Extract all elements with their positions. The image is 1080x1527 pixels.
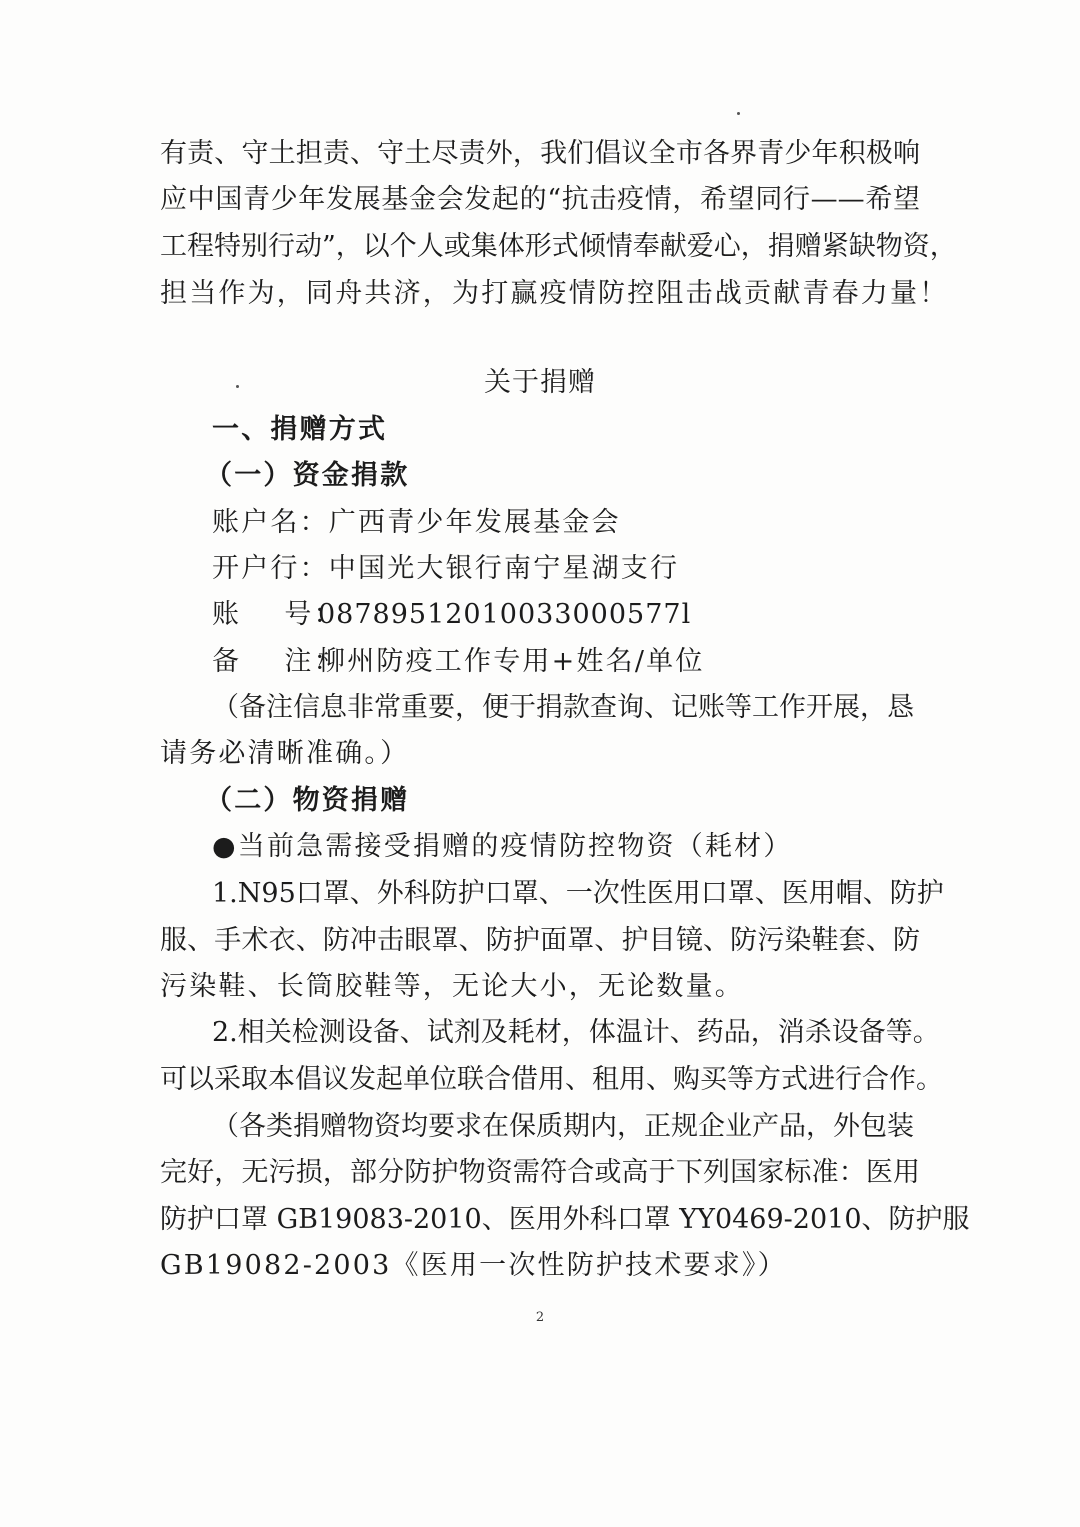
para1-line-3: 工程特别行动”，以个人或集体形式倾情奉献爱心，捐赠紧缺物资，	[160, 231, 957, 262]
material-note-line-4: GB19082-2003《医用一次性防护技术要求》）	[160, 1250, 787, 1281]
method-heading: 一、捐赠方式	[212, 414, 388, 445]
scan-speck	[236, 385, 239, 388]
account-number: 08789512010033000577l	[318, 599, 692, 630]
remark-text: 柳州防疫工作专用+姓名/单位	[318, 646, 705, 677]
urgent-items-heading: ●当前急需接受捐赠的疫情防控物资（耗材）	[212, 831, 793, 862]
bank-name: 开户行：中国光大银行南宁星湖支行	[212, 553, 680, 584]
item1-line-2: 服、手术衣、防冲击眼罩、防护面罩、护目镜、防污染鞋套、防	[160, 925, 920, 956]
item2-line-1: 2.相关检测设备、试剂及耗材，体温计、药品，消杀设备等。	[212, 1017, 940, 1048]
scan-speck	[737, 112, 740, 115]
material-heading: （二）物资捐赠	[205, 785, 410, 816]
material-note-line-3: 防护口罩 GB19083-2010、医用外科口罩 YY0469-2010、防护服	[160, 1204, 970, 1235]
material-note-line-2: 完好，无污损，部分防护物资需符合或高于下列国家标准：医用	[160, 1157, 920, 1188]
item1-line-3: 污染鞋、长筒胶鞋等，无论大小，无论数量。	[160, 971, 744, 1002]
fund-heading: （一）资金捐款	[205, 460, 410, 491]
para1-line-2: 应中国青少年发展基金会发起的“抗击疫情，希望同行——希望	[160, 184, 920, 215]
para1-line-1: 有责、守土担责、守土尽责外，我们倡议全市各界青少年积极响	[160, 138, 920, 169]
material-note-line-1: （各类捐赠物资均要求在保质期内，正规企业产品，外包装	[212, 1111, 914, 1142]
item1-line-1: 1.N95口罩、外科防护口罩、一次性医用口罩、医用帽、防护	[212, 878, 944, 909]
fund-note-line-2: 请务必清晰准确。）	[160, 738, 410, 769]
para1-line-4: 担当作为，同舟共济，为打赢疫情防控阻击战贡献青春力量！	[160, 278, 949, 309]
fund-note-line-1: （备注信息非常重要，便于捐款查询、记账等工作开展，恳	[212, 692, 914, 723]
account-name: 账户名：广西青少年发展基金会	[212, 507, 621, 538]
section-title: 关于捐赠	[484, 367, 596, 398]
item2-line-2: 可以采取本倡议发起单位联合借用、租用、购买等方式进行合作。	[160, 1064, 943, 1095]
page-number: 2	[535, 1310, 545, 1325]
remark-label: 备 注：	[212, 646, 343, 677]
account-label: 账 号：	[212, 599, 343, 630]
